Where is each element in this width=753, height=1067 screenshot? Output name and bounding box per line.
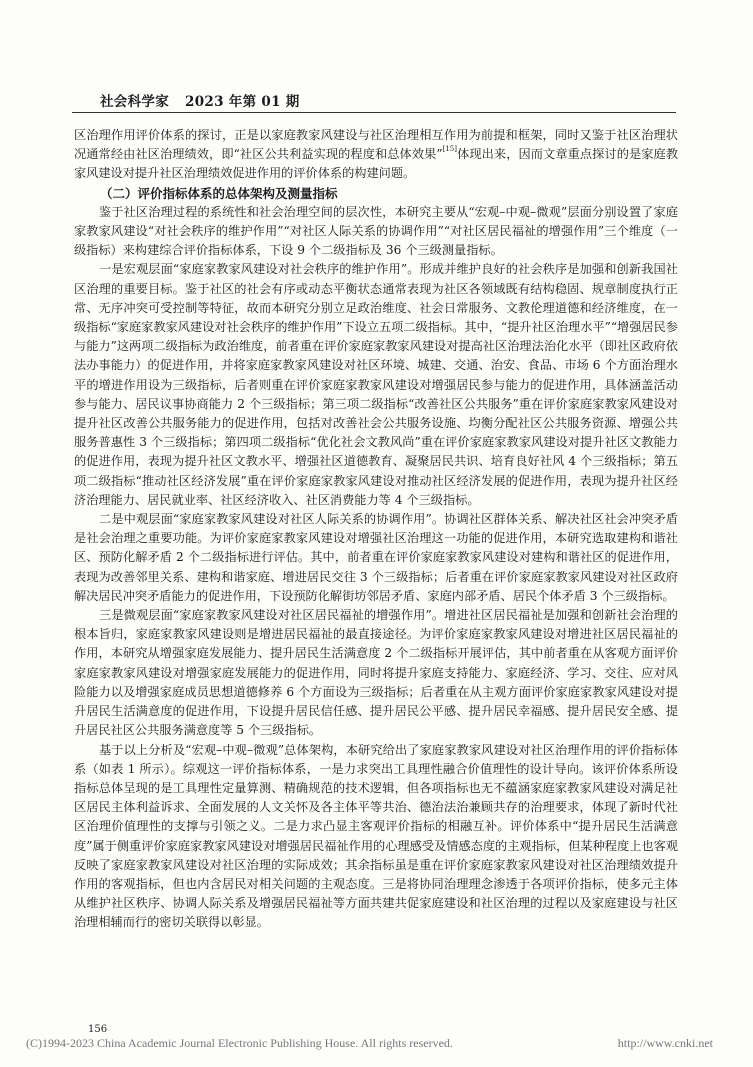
paragraph: 一是宏观层面“家庭家教家风建设对社会秩序的维护作用”。形成并维护良好的社会秩序是加强和创新我国社区治理的重要目标。鉴于社区的社会有序或动态平衡状态通常表现为社区各领域既有结构稳固、规章制度执行正常、无序冲突可受控制等特征，故而本研究分别立足政治维度、社会日常服务、文教伦理道德和经济维度，在一级指标“家庭家教家风建设对社会秩序的维护作用”下设立五项二级指标。其中，“提升社区治理水平”“增强居民参与能力”这两项二级指标为政治维度，前者重在评价家庭家教家风建设对提高社区治理法治化水平（即社区政府依法办事能力）的促进作用，并将家庭家教家风建设对社区环境、城建、交通、治安、食品、市场 6 个方面治理水平的增进作用设为三级指标，后者则重在评价家庭家教家风建设对增强居民参与能力的促进作用，具体涵盖活动参与能力、居民议事协商能力 2 个三级指标；第三项二级指标“改善社区公共服务”重在评价家庭家教家风建设对提升社区改善公共服务能力的促进作用，包括对改善社会公共服务设施、均衡分配社区公共服务资源、增强公共服务普惠性 3 个三级指标；第四项二级指标“优化社会文教风尚”重在评价家庭家教家风建设对提升社区文教能力的促进作用，表现为提升社区文教水平、增强社区道德教育、凝聚居民共识、培育良好社风 4 个三级指标；第五项二级指标“推动社区经济发展”重在评价家庭家教家风建设对推动社区经济发展的促进作用，表现为提升社区经济治理能力、居民就业率、社区经济收入、社区消费能力等 4 个三级指标。 <box>74 262 678 507</box>
section-heading: （二）评价指标体系的总体架构及测量指标 <box>100 185 338 201</box>
page-number: 156 <box>88 1024 108 1035</box>
website-link[interactable]: http://www.cnki.net <box>617 1036 713 1050</box>
paragraph-continued: 区治理作用评价体系的探讨，正是以家庭教家风建设与社区治理相互作用为前提和框架，同时又鉴于社区治理状况通常经由社区治理绩效，即“社区公共利益实现的程度和总体效果”[15]体现出来，因而文章重点探讨的是家庭教家风建设对提升社区治理绩效促进作用的评价体系的构建问题。 <box>74 128 679 181</box>
paragraph: 三是微观层面“家庭家教家风建设对社区居民福祉的增强作用”。增进社区居民福祉是加强和创新社会治理的根本旨归，家庭家教家风建设则是增进居民福祉的最直接途径。为评价家庭家教家风建设对增进社区居民福祉的作用，本研究从增强家庭发展能力、提升居民生活满意度 2 个二级指标开展评估，其中前者重在从客观方面评价家庭家教家风建设对增强家庭发展能力的促进作用，同时将提升家庭支持能力、家庭经济、学习、交往、应对风险能力以及增强家庭成员思想道德修养 6 个方面设为三级指标；后者重在从主观方面评价家庭家教家风建设对提升居民生活满意度的促进作用，下设提升居民信任感、提升居民公平感、提升居民幸福感、提升居民安全感、提升居民社区公共服务满意度等 5 个三级指标。 <box>74 608 678 738</box>
paragraph: 鉴于社区治理过程的系统性和社会治理空间的层次性，本研究主要从“宏观–中观–微观”层面分别设置了家庭家教家风建设“对社会秩序的维护作用”“对社区人际关系的协调作用”“对社区居民福祉的增强作用”三个维度（一级指标）来构建综合评价指标体系，下设 9 个二级指标及 36 个三级测量指标。 <box>74 204 678 258</box>
paragraph: 基于以上分析及“宏观–中观–微观”总体架构，本研究给出了家庭家教家风建设对社区治理作用的评价指标体系（如表 1 所示）。综观这一评价指标体系，一是力求突出工具理性融合价值理性的设计导向。该评价体系所设指标总体呈现的是工具理性定量算测、精确规范的技术逻辑，但各项指标也无不蕴涵家庭家教家风建设对满足社区居民主体利益诉求、全面发展的人文关怀及各主体平等共治、德治法治兼顾共存的治理要求，体现了新时代社区治理价值理性的支撑与引领之义。二是力求凸显主客观评价指标的相融互补。评价体系中“提升居民生活满意度”属于侧重评价家庭家教家风建设对增强居民福祉作用的心理感受及情感态度的主观指标，但某种程度上也客观反映了家庭家教家风建设对社区治理的实际成效；其余指标虽是重在评价家庭家教家风建设对社区治理绩效提升作用的客观指标，但也内含居民对相关问题的主观态度。三是将协同治理理念渗透于各项评价指标，使多元主体从维护社区秩序、协调人际关系及增强居民福祉等方面共建共促家庭建设和社区治理的过程以及家庭建设与社区治理相辅而行的密切关联得以彰显。 <box>74 742 678 930</box>
copyright-notice: (C)1994-2023 China Academic Journal Electronic Publishing House. All rights reserved. <box>26 1036 453 1050</box>
running-header <box>100 90 300 110</box>
article-body <box>74 126 678 933</box>
citation-marker: [15] <box>442 145 457 154</box>
paragraph: 二是中观层面“家庭家教家风建设对社区人际关系的协调作用”。协调社区群体关系、解决社区社会冲突矛盾是社会治理之重要功能。为评价家庭家教家风建设对增强社区治理这一功能的促进作用，本研究选取建构和谐社区、预防化解矛盾 2 个二级指标进行评估。其中，前者重在评价家庭家教家风建设对建构和谐社区的促进作用，表现为改善邻里关系、建构和谐家庭、增进居民交往 3 个三级指标；后者重在评价家庭家教家风建设对社区政府解决居民冲突矛盾能力的促进作用，下设预防化解街坊邻居矛盾、家庭内部矛盾、居民个体矛盾 3 个三级指标。 <box>74 512 678 603</box>
issue-label: 2023 年第 01 期 <box>185 94 300 110</box>
journal-name: 社会科学家 <box>100 94 169 110</box>
header-divider <box>72 112 676 113</box>
